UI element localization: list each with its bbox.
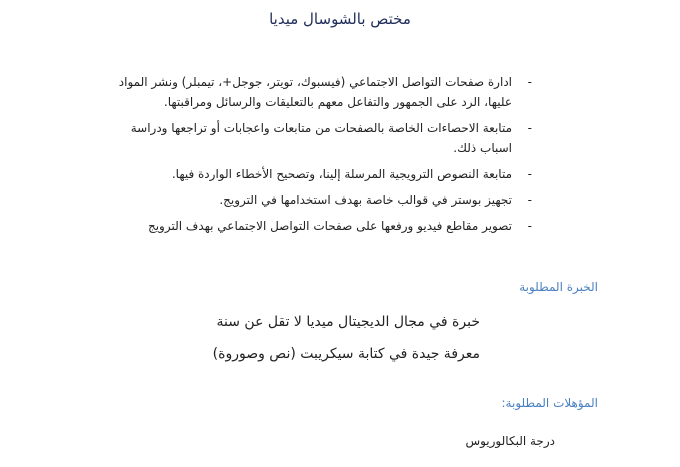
list-item: خبرة في مجال الديجيتال ميديا لا تقل عن سنة	[216, 314, 480, 330]
dash-bullet-icon: -	[527, 193, 532, 207]
dash-bullet-icon: -	[527, 219, 532, 233]
list-item	[112, 190, 532, 210]
list-item	[112, 216, 532, 236]
duty-text: متابعة الاحصاءات الخاصة بالصفحات من متابعات واعجابات أو تراجعها ودراسة اسباب ذلك.	[130, 121, 512, 155]
duty-text: تجهيز بوستر في قوالب خاصة بهدف استخدامها في الترويج.	[219, 193, 512, 207]
experience-heading: الخبرة المطلوبة	[519, 280, 598, 294]
duty-text: تصوير مقاطع فيديو ورفعها على صفحات التواصل الاجتماعي بهدف الترويج	[147, 219, 512, 233]
qualifications-heading: المؤهلات المطلوبة:	[501, 396, 598, 410]
dash-bullet-icon: -	[527, 75, 532, 89]
dash-bullet-icon: -	[527, 121, 532, 135]
duties-list	[112, 72, 532, 242]
list-item: معرفة جيدة في كتابة سيكريبت (نص وصوروة)	[212, 346, 480, 362]
duty-text: متابعة النصوص الترويجية المرسلة إلينا، وتصحيح الأخطاء الواردة فيها.	[171, 167, 512, 181]
experience-list	[213, 306, 480, 370]
list-item: درجة البكالوريوس	[465, 434, 555, 448]
list-item	[112, 164, 532, 184]
dash-bullet-icon: -	[527, 167, 532, 181]
list-item	[112, 72, 532, 112]
list-item	[112, 118, 532, 158]
duty-text: ادارة صفحات التواصل الاجتماعي (فيسبوك، تويتر، جوجل+، تيمبلر) ونشر المواد عليها، الرد على الجمهور والتفاعل معهم بالتعليقات والرسائل ومراقبتها.	[118, 75, 512, 109]
qualifications-list	[465, 432, 555, 450]
page-title: مختص بالشوسال ميديا	[269, 10, 411, 28]
